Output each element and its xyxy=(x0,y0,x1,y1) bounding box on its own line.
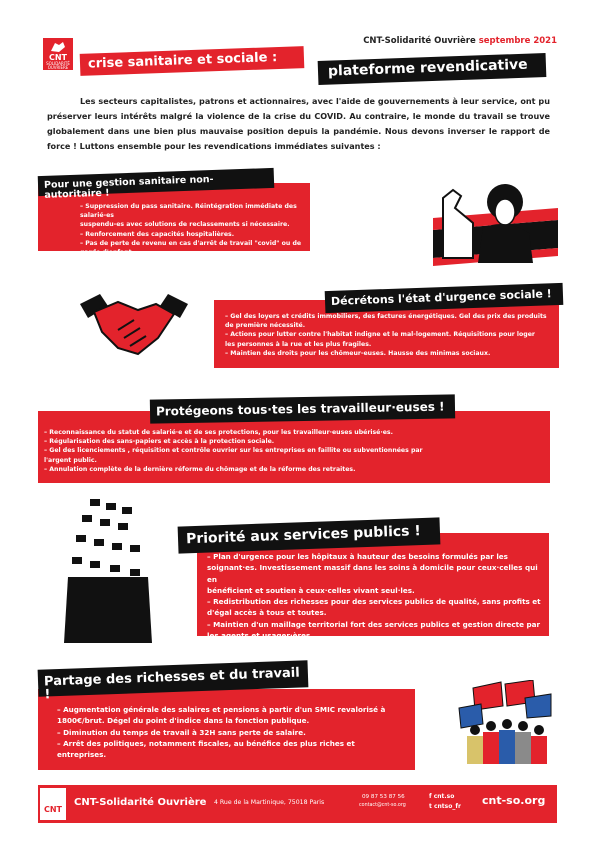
twitter-icon: t xyxy=(429,803,434,810)
footer-twitter[interactable]: t cntso_fr xyxy=(429,803,461,810)
header-org-date xyxy=(363,36,557,46)
section-sanitaire-title: Pour une gestion sanitaire non-autoritaire ! xyxy=(38,168,275,196)
section-travailleurs-title: Protégeons tous·tes les travailleur·euses ! xyxy=(150,394,455,423)
list-item: – Maintien d'un maillage territorial fort des services publics et gestion directe par xyxy=(207,619,541,629)
list-item: bénéficient et soutien à ceux·celles vivant seul·les. xyxy=(207,585,415,595)
list-item: 1800€/brut. Dégel du point d'indice dans la fonction publique. xyxy=(57,716,310,726)
footer-email[interactable]: contact@cnt-so.org xyxy=(359,803,406,808)
handshake-icon xyxy=(78,290,190,362)
list-item: – Arrêt des politiques, notamment fiscales, au bénéfice des plus riches et xyxy=(57,738,355,748)
list-item: – Annulation complète de la dernière réforme du chômage et de la réforme des retraites. xyxy=(44,465,356,473)
cnt-logo: CNT SOLIDARITÉ OUVRIÈRE xyxy=(43,38,73,70)
section-urgence-sociale-title: Décrétons l'état d'urgence sociale ! xyxy=(325,283,564,313)
list-item: soignant·es. Investissement massif dans les soins à domicile pour ceux·celles qui en xyxy=(207,563,538,584)
list-item: l'argent public. xyxy=(44,456,97,464)
list-item: – Plan d'urgence pour les hôpitaux à hauteur des besoins formulés par les xyxy=(207,552,508,561)
crowd-illustration xyxy=(60,497,155,645)
list-item: d'égal accès à tous et toutes. xyxy=(207,608,327,618)
list-item: – Renforcement des capacités hospitalières. xyxy=(80,230,235,238)
list-item: – Actions pour lutter contre l'habitat indigne et le mal-logement. Réquisitions pour loger xyxy=(225,331,535,339)
section-partage-title: Partage des richesses et du travail ! xyxy=(38,660,309,696)
list-item: – Gel des loyers et crédits immobiliers, des factures énergétiques. Gel des prix des produits xyxy=(225,313,547,320)
title-right: plateforme revendicative xyxy=(318,53,547,85)
list-item: – Diminution du temps de travail à 32H sans perte de salaire. xyxy=(57,727,306,737)
section-sanitaire-items xyxy=(80,202,310,257)
list-item: – Augmentation générale des salaires et pensions à partir d'un SMIC revalorisé à xyxy=(57,705,386,714)
footer-org: CNT-Solidarité Ouvrière xyxy=(74,797,207,808)
list-item: entreprises. xyxy=(57,750,107,760)
footer-website[interactable]: cnt-so.org xyxy=(482,794,546,807)
header-org: CNT-Solidarité Ouvrière xyxy=(363,36,476,46)
list-item: – Pas de perte de revenu en cas d'arrêt de travail "covid" ou de garde d'enfant. xyxy=(80,239,302,257)
facebook-icon: f xyxy=(429,793,434,800)
intro-text: Les secteurs capitalistes, patrons et actionnaires, avec l'aide de gouvernements à leur service, ont pu préserver leurs intérêts malgré la violence de la crise du COVID. Au contraire, le monde du travail se trouve globalement dans une bien plus mauvaise position depuis la pandémie. Nous devons inverser le rapport de force ! Luttons ensemble pour les revendications immédiates suivantes : xyxy=(47,96,550,151)
protesters-illustration xyxy=(455,680,555,766)
footer-phone: 09 87 53 87 56 xyxy=(362,794,405,800)
list-item: les personnes à la rue et les plus fragiles. xyxy=(225,340,372,348)
list-item: les agents et usager·ères. xyxy=(207,631,313,641)
section-services-publics-title: Priorité aux services publics ! xyxy=(178,517,441,553)
footer-logo: CNT xyxy=(40,788,66,820)
section-travailleurs-items xyxy=(44,428,549,474)
header-date: septembre 2021 xyxy=(478,36,557,46)
list-item: – Régularisation des sans-papiers et accès à la protection sociale. xyxy=(44,438,275,446)
section-services-publics-items xyxy=(207,551,547,641)
list-item: – Gel des licenciements , réquisition et contrôle ouvrier sur les entreprises en faillite ou subventionnées par xyxy=(44,447,423,455)
footer-address: 4 Rue de la Martinique, 75018 Paris xyxy=(214,799,325,806)
list-item: – Maintien des droits pour les chômeur-euses. Hausse des minimas sociaux. xyxy=(225,349,491,357)
list-item: – Reconnaissance du statut de salarié·e et de ses protections, pour les travailleur·euses ubérisé·es. xyxy=(44,429,393,436)
title-left: crise sanitaire et sociale : xyxy=(80,46,305,76)
list-item: – Suppression du pass sanitaire. Réintégration immédiate des salarié-es xyxy=(80,203,297,220)
list-item: suspendu-es avec solutions de reclassements si nécessaire. xyxy=(80,221,290,229)
section-partage-items xyxy=(57,704,413,760)
list-item: de première nécessité. xyxy=(225,322,306,330)
list-item: – Redistribution des richesses pour des services publics de qualité, sans profits et xyxy=(207,597,541,607)
woman-fist-illustration xyxy=(433,178,558,268)
footer-facebook[interactable]: f cnt.so xyxy=(429,793,455,800)
section-urgence-sociale-items xyxy=(225,312,555,358)
fist-icon xyxy=(49,41,67,53)
